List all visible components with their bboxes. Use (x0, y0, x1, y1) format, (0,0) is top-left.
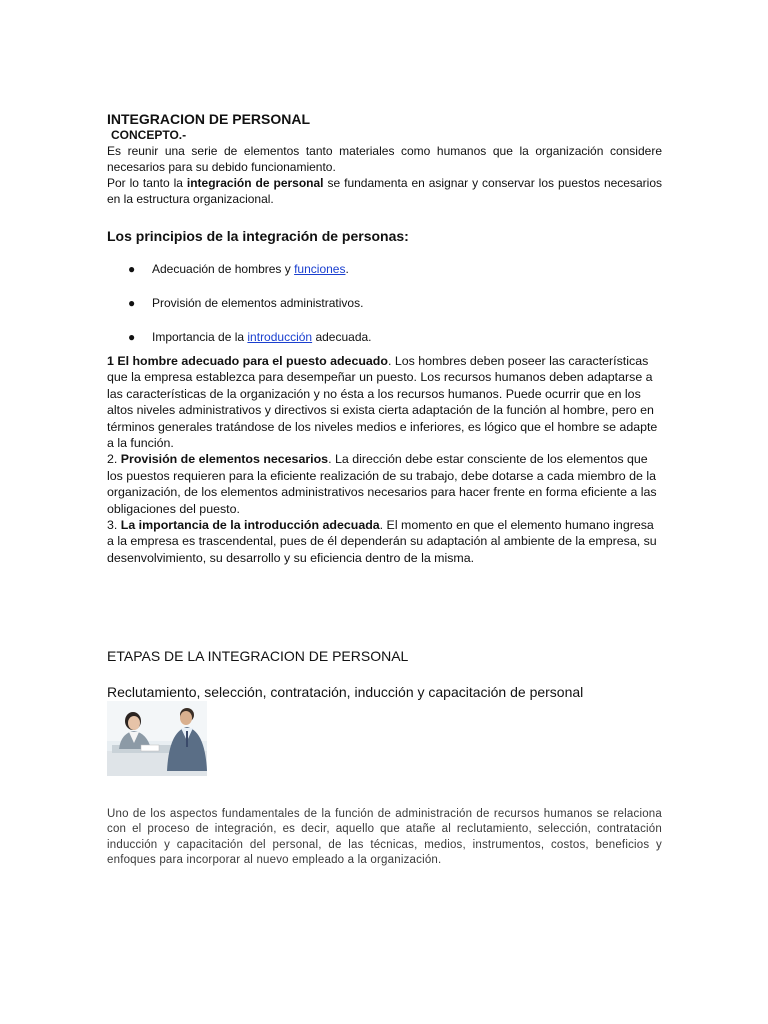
detail-2-num: 2. (107, 452, 121, 467)
interview-photo-image (107, 701, 207, 776)
detail-2-bold: Provisión de elementos necesarios (120, 452, 329, 467)
list-item (107, 329, 662, 345)
detail-3-bold: La importancia de la introducción adecuada (120, 518, 380, 533)
link-funciones[interactable]: funciones (294, 262, 346, 276)
principle-text-post: . (345, 262, 349, 276)
principle-text: Provisión de elementos administrativos. (152, 296, 364, 310)
principles-list (107, 261, 662, 345)
document-page (107, 111, 662, 866)
bullet-icon: ● (128, 262, 136, 276)
document-title: INTEGRACION DE PERSONAL (107, 111, 311, 127)
etapas-heading: ETAPAS DE LA INTEGRACION DE PERSONAL (107, 648, 409, 664)
concept-p2-pre: Por lo tanto la (107, 176, 187, 190)
etapas-subheading: Reclutamiento, selección, contratación, inducción y capacitación de personal (107, 684, 584, 700)
principle-text: Adecuación de hombres y (152, 262, 295, 276)
principles-heading: Los principios de la integración de personas: (107, 228, 409, 244)
principle-text-post: adecuada. (312, 330, 372, 344)
principle-text: Importancia de la (152, 330, 248, 344)
concept-paragraph-1: Es reunir una serie de elementos tanto materiales como humanos que la organización considere necesarios para su debido funcionamiento. (107, 144, 662, 174)
concept-p2-bold: integración de personal (186, 176, 324, 190)
interview-photo (107, 701, 207, 776)
detail-2-text: . La dirección debe estar consciente de los elementos que los puestos requieren para la eficiente realización de su trabajo, debe dotarse a cada miembro de la organización, de los elementos administrativos necesarios para hacer frente en forma eficiente a las obligaciones del puesto. (107, 452, 657, 516)
concept-p2-post: se fundamenta en asignar y conservar los puestos necesarios en la estructura organizacional. (107, 176, 662, 206)
principle-detail-2 (107, 451, 662, 517)
bullet-icon: ● (128, 330, 136, 344)
detail-1-text: . Los hombres deben poseer las características que la empresa establezca para desempeñar un puesto. Los recursos humanos deben adaptarse a las características de la organización y no ésta a los recursos humanos. Puede ocurrir que en los altos niveles administrativos y directivos si exista cierta adaptación de la función al hombre, pero en términos generales tratándose de los niveles medios e inferiores, es lógico que el hombre se adapte a la función. (107, 354, 658, 451)
detail-1-bold: 1 El hombre adecuado para el puesto adecuado (107, 354, 388, 368)
detail-3-num: 3. (107, 518, 121, 533)
principle-detail-1 (107, 353, 662, 451)
concept-paragraph-2 (107, 175, 662, 207)
concept-label: CONCEPTO.- (111, 128, 187, 142)
list-item (107, 261, 662, 277)
bullet-icon: ● (128, 296, 136, 310)
detail-3-text: . El momento en que el elemento humano ingresa a la empresa es trascendental, pues de él dependerán su adaptación al ambiente de la empresa, su desenvolvimiento, su desarrollo y su eficiencia dentro de la misma. (107, 518, 657, 565)
closing-paragraph: Uno de los aspectos fundamentales de la función de administración de recursos humanos se relaciona con el proceso de integración, es decir, aquello que atañe al reclutamiento, selección, contratación inducción y capacitación del personal, de las técnicas, medios, instrumentos, costos, beneficios y enfoques para incorporar al nuevo empleado a la organización. (107, 807, 662, 866)
link-introduccion[interactable]: introducción (247, 330, 313, 344)
list-item (107, 295, 662, 311)
principle-detail-3 (107, 517, 662, 566)
